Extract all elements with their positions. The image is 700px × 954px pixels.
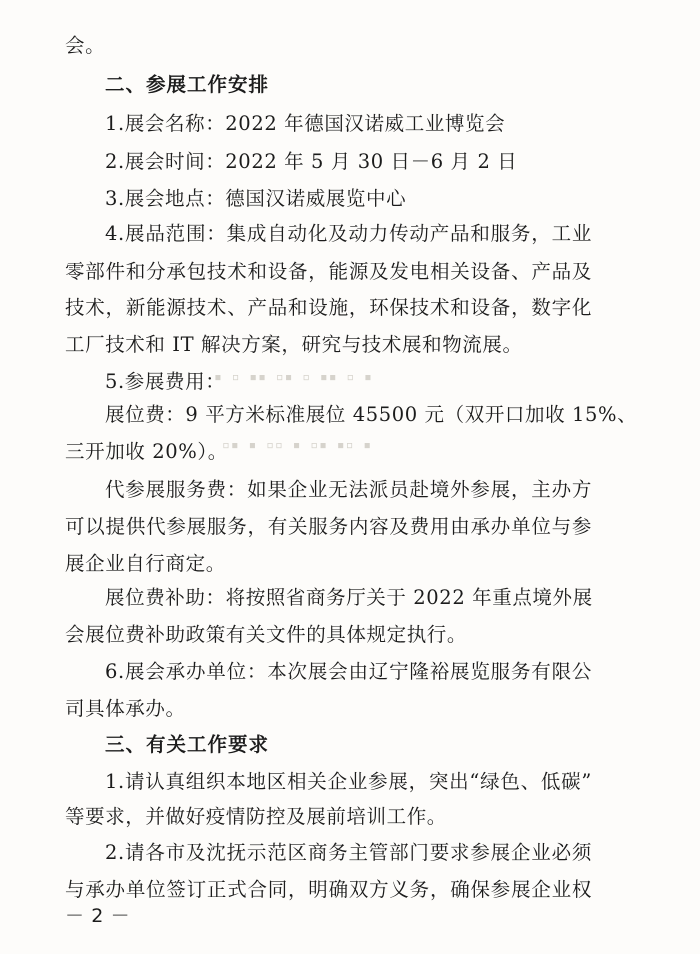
- text-line: 4.展品范围：集成自动化及动力传动产品和服务，工业: [105, 222, 592, 245]
- text-line: 零部件和分承包技术和设备，能源及发电相关设备、产品及: [65, 260, 592, 283]
- text-line: 6.展会承办单位：本次展会由辽宁隆裕展览服务有限公: [105, 660, 592, 683]
- text-line: 司具体承办。: [65, 697, 186, 720]
- text-line: 代参展服务费：如果企业无法派员赴境外参展，主办方: [105, 478, 592, 501]
- text-line: 技术，新能源技术、产品和设施，环保技术和设备，数字化: [65, 296, 592, 319]
- text-line: 工厂技术和 IT 解决方案，研究与技术展和物流展。: [65, 333, 523, 356]
- bleed-through-mark: ▫▪ ▪ ▫▫ ▪ ▫▪ ▪▫ ▪: [222, 438, 373, 453]
- section-heading: 三、有关工作要求: [105, 733, 270, 756]
- text-line: 展位费：9 平方米标准展位 45500 元（双开口加收 15%、: [105, 403, 638, 426]
- text-line: 2.请各市及沈抚示范区商务主管部门要求参展企业必须: [105, 841, 592, 864]
- text-line: 可以提供代参展服务，有关服务内容及费用由承办单位与参: [65, 515, 592, 538]
- text-line: 1.展会名称：2022 年德国汉诺威工业博览会: [105, 112, 506, 135]
- text-line: 展企业自行商定。: [65, 552, 226, 575]
- text-line: 3.展会地点：德国汉诺威展览中心: [105, 187, 407, 210]
- text-line: 展位费补助：将按照省商务厅关于 2022 年重点境外展: [105, 586, 593, 609]
- text-line: 1.请认真组织本地区相关企业参展，突出“绿色、低碳”: [105, 770, 592, 793]
- text-line: 会展位费补助政策有关文件的具体规定执行。: [65, 623, 468, 646]
- bleed-through-mark: ▪ ▫ ▪▪ ▫▪ ▫ ▪▪ ▫ ▪: [214, 370, 373, 385]
- page-number: － 2 －: [65, 905, 131, 927]
- section-heading: 二、参展工作安排: [105, 73, 270, 96]
- text-line: 会。: [65, 34, 106, 57]
- text-line: 5.参展费用：: [105, 370, 226, 393]
- text-line: 三开加收 20%）。: [65, 440, 228, 463]
- text-line: 与承办单位签订正式合同，明确双方义务，确保参展企业权: [65, 878, 592, 901]
- text-line: 2.展会时间：2022 年 5 月 30 日－6 月 2 日: [105, 150, 518, 173]
- text-line: 等要求，并做好疫情防控及展前培训工作。: [65, 805, 447, 828]
